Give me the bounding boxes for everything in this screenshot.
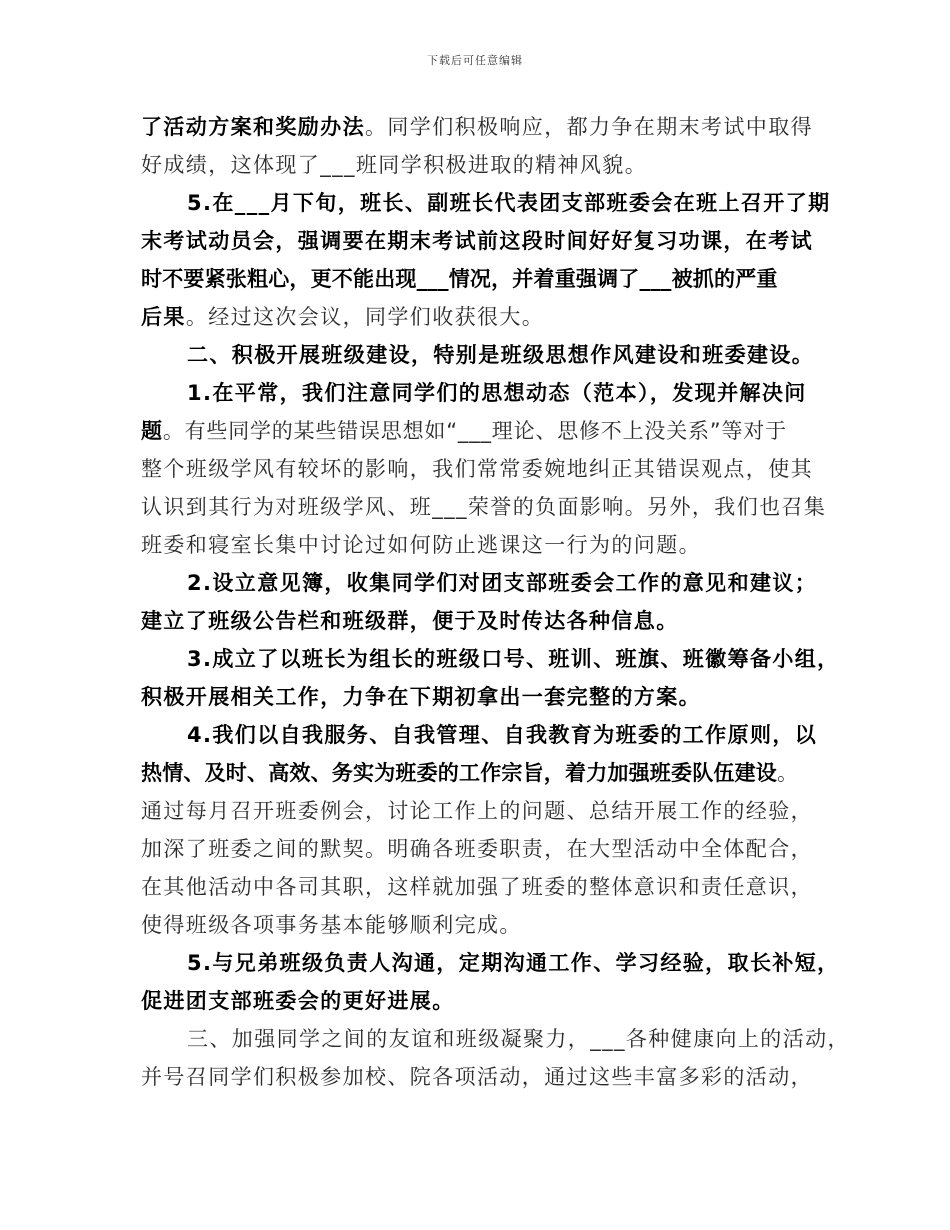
text-line: 后果。经过这次会议，同学们收获很大。 bbox=[141, 305, 545, 329]
text-line: 认识到其行为对班级学风、班___荣誉的负面影响。另外，我们也召集 bbox=[141, 495, 827, 519]
text-line: 好成绩，这体现了___班同学积极进取的精神风貌。 bbox=[141, 153, 648, 177]
text-line: 了活动方案和奖励办法。同学们积极响应，都力争在期末考试中取得 bbox=[141, 115, 813, 139]
text-line: 促进团支部班委会的更好进展。 bbox=[141, 989, 455, 1013]
text-line: 时不要紧张粗心，更不能出现___情况，并着重强调了___被抓的严重 bbox=[141, 267, 778, 291]
text-line: 在其他活动中各司其职，这样就加强了班委的整体意识和责任意识， bbox=[141, 875, 813, 899]
text-line: 题。有些同学的某些错误思想如“___理论、思修不上没关系”等对于 bbox=[141, 419, 787, 443]
text-line: 班委和寝室长集中讨论过如何防止逃课这一行为的问题。 bbox=[141, 533, 701, 557]
text-line: 并号召同学们积极参加校、院各项活动，通过这些丰富多彩的活动， bbox=[141, 1065, 813, 1089]
section-heading: 二、积极开展班级建设，特别是班级思想作风建设和班委建设。 bbox=[187, 343, 815, 367]
text-line: 加深了班委之间的默契。明确各班委职责，在大型活动中全体配合， bbox=[141, 837, 813, 861]
paragraph-start: 3.成立了以班长为组长的班级口号、班训、班旗、班徽筹备小组， bbox=[187, 647, 840, 671]
paragraph-start: 5.与兄弟班级负责人沟通，定期沟通工作、学习经验，取长补短， bbox=[187, 951, 840, 975]
text-line: 使得班级各项事务基本能够顺利完成。 bbox=[141, 913, 522, 937]
text-line: 建立了班级公告栏和班级群，便于及时传达各种信息。 bbox=[141, 609, 679, 633]
page-header: 下载后可任意编辑 bbox=[427, 54, 523, 67]
text-line: 通过每月召开班委例会，讨论工作上的问题、总结开展工作的经验， bbox=[141, 799, 813, 823]
paragraph-start: 5.在___月下旬，班长、副班长代表团支部班委会在班上召开了期 bbox=[187, 191, 831, 215]
paragraph-start: 4.我们以自我服务、自我管理、自我教育为班委的工作原则，以 bbox=[187, 723, 818, 747]
paragraph-start: 2.设立意见簿，收集同学们对团支部班委会工作的意见和建议； bbox=[187, 571, 818, 595]
text-line: 积极开展相关工作，力争在下期初拿出一套完整的方案。 bbox=[141, 685, 701, 709]
paragraph-start: 1.在平常，我们注意同学们的思想动态（范本），发现并解决问 bbox=[187, 381, 807, 405]
section-heading: 三、加强同学之间的友谊和班级凝聚力，___各种健康向上的活动， bbox=[187, 1027, 850, 1051]
text-line: 末考试动员会，强调要在期末考试前这段时间好好复习功课，在考试 bbox=[141, 229, 813, 253]
text-line: 整个班级学风有较坏的影响，我们常常委婉地纠正其错误观点，使其 bbox=[141, 457, 813, 481]
document-body bbox=[141, 108, 850, 1096]
text-line: 热情、及时、高效、务实为班委的工作宗旨，着力加强班委队伍建设。 bbox=[141, 761, 799, 785]
